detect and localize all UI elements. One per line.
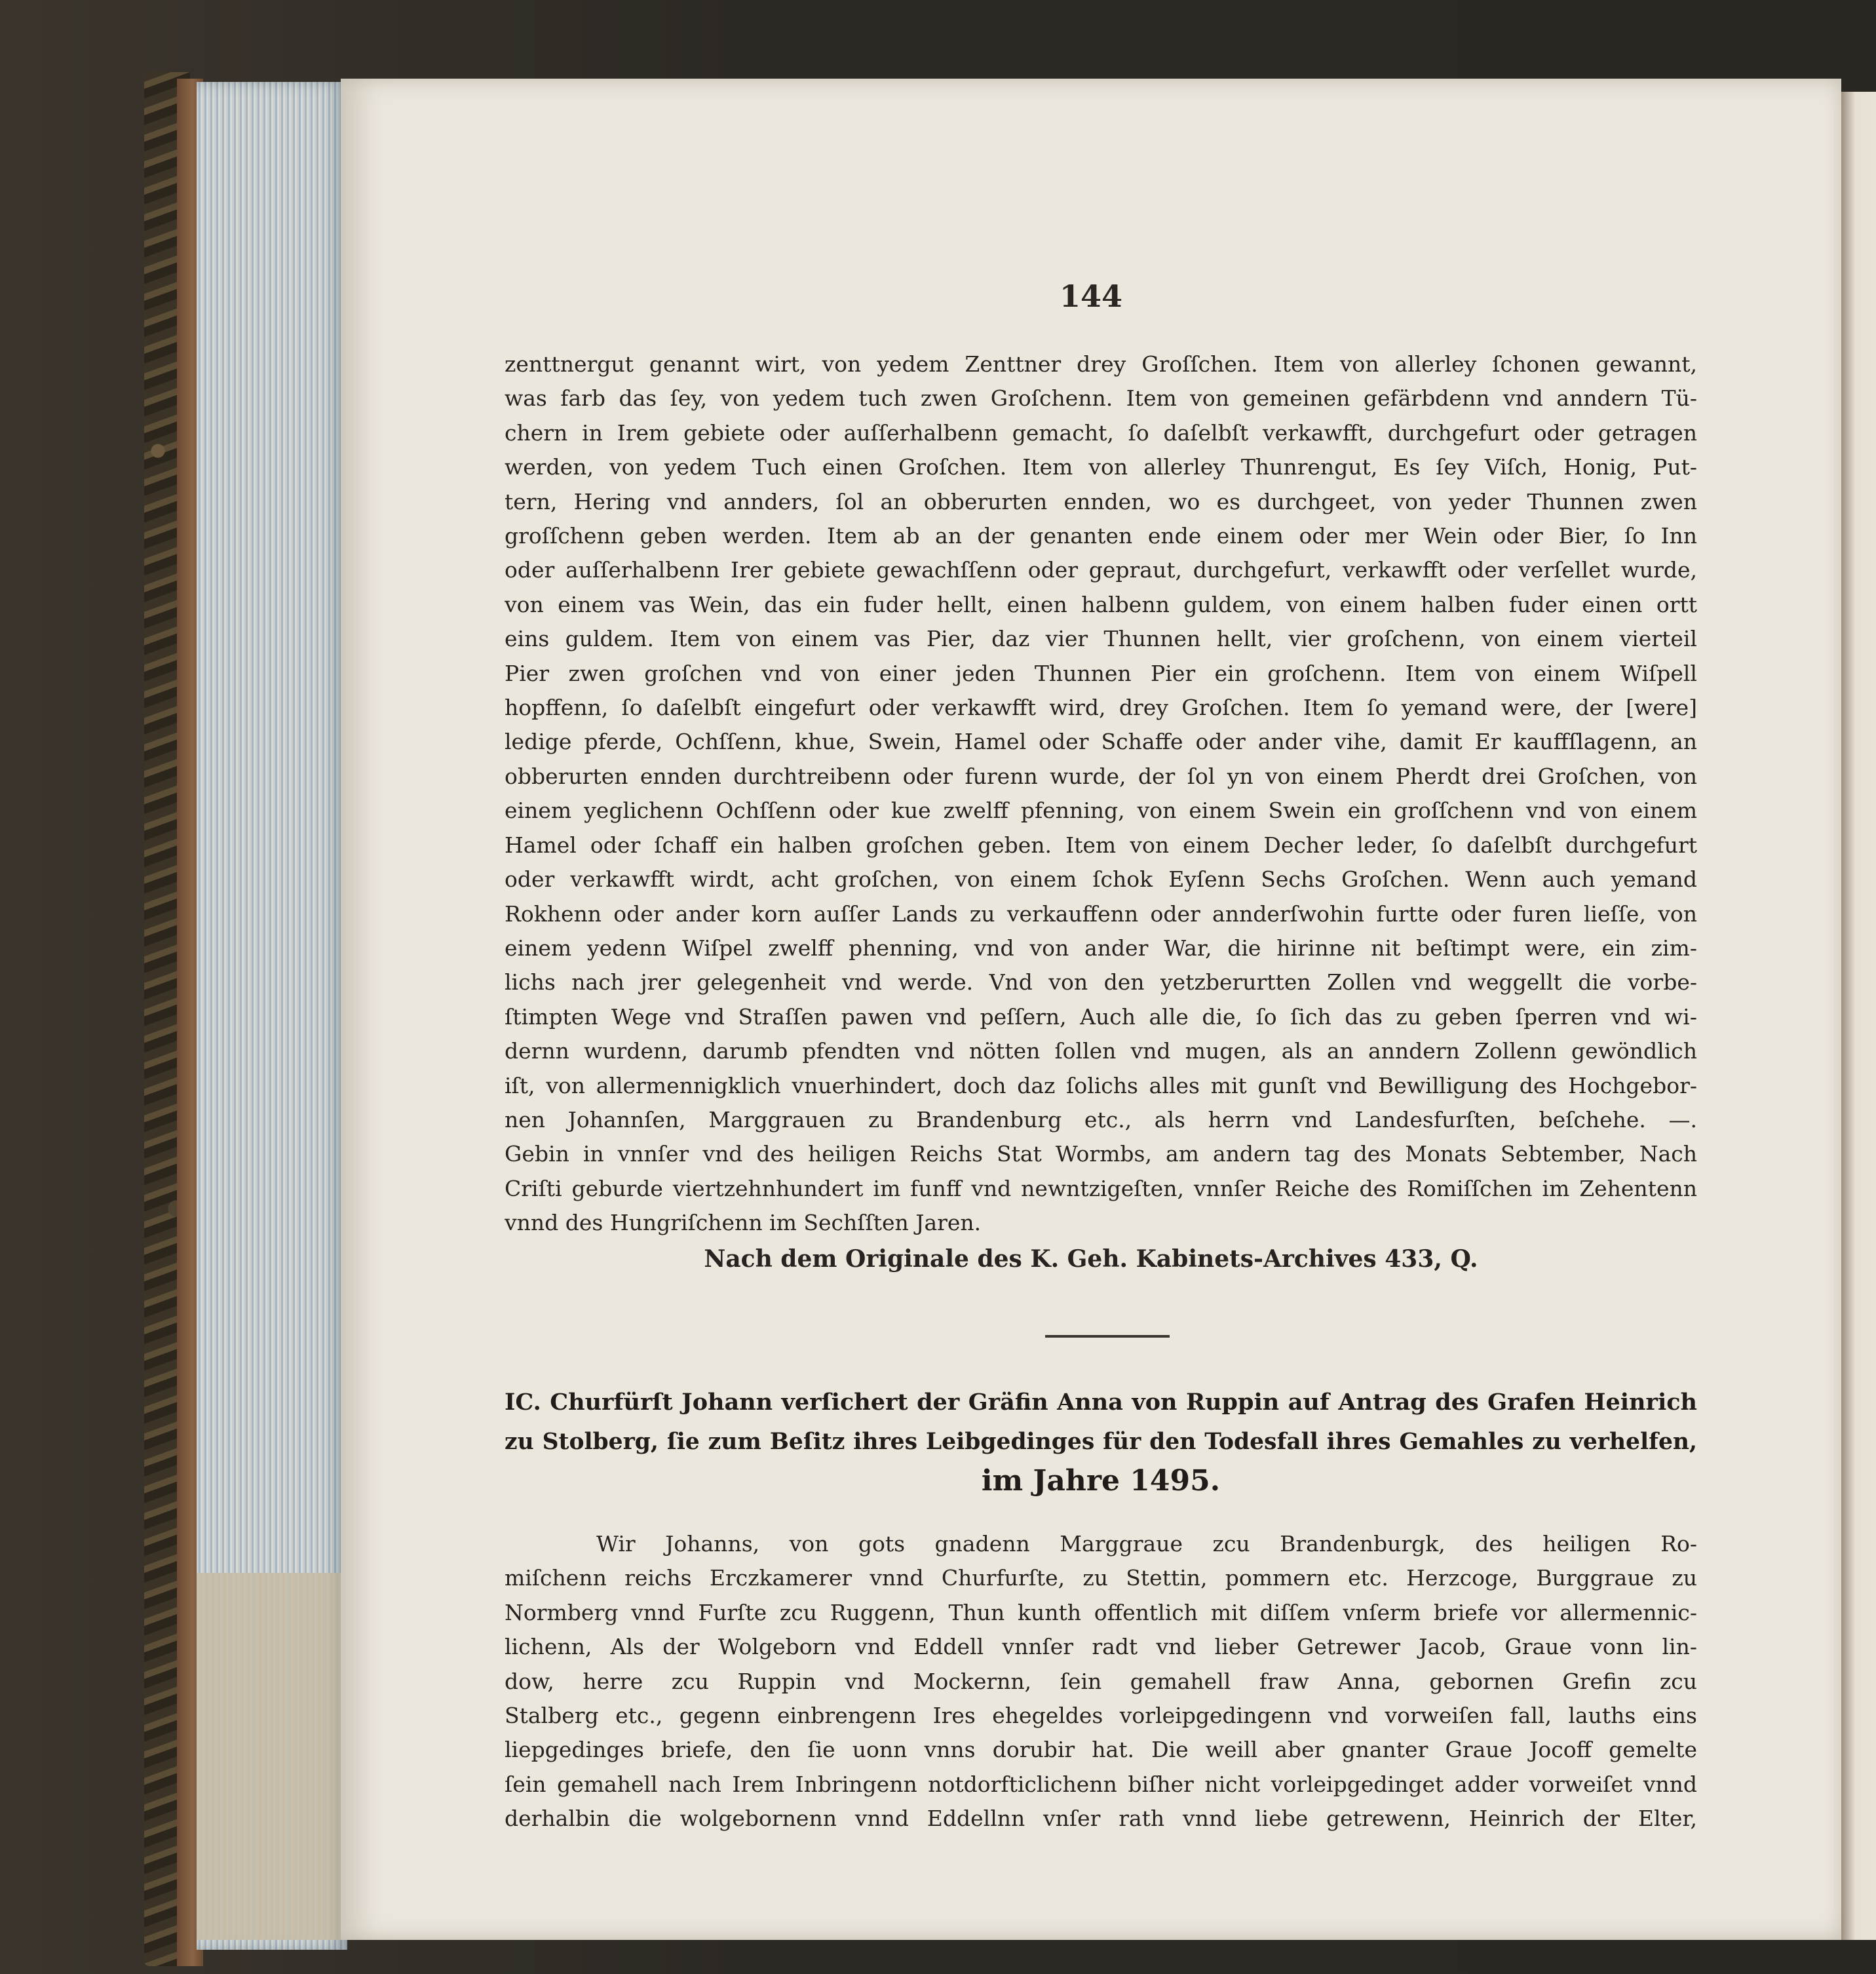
text-line: obberurten ennden durchtreibenn oder furenn wurde, der ſol yn von einem Pherdt drei Groſchen, von: [505, 763, 1697, 789]
text-line: iſt, von allermennigklich vnuerhindert, doch daz ſolichs alles mit gunſt vnd Bewilligung des Hochgebor-: [505, 1072, 1697, 1098]
text-line: liepgedinges briefe, den ſie uonn vnns dorubir hat. Die weill aber gnanter Graue Jocoff gemelte: [505, 1737, 1697, 1763]
facing-page-edge: [1841, 92, 1876, 1940]
heading-line: im Jahre 1495.: [981, 1464, 1221, 1498]
text-line: Criſti geburde viertzehnhundert im funff vnd newntzigeſten, vnnſer Reiche des Romiſſchen im Zehentenn: [505, 1175, 1697, 1201]
text-line: oder verkawfft wirdt, acht groſchen, von einem ſchok Eyſenn Sechs Groſchen. Wenn auch yemand: [505, 866, 1697, 893]
source-note: Nach dem Originale des K. Geh. Kabinets-Archives 433, Q.: [704, 1245, 1478, 1273]
page-number: 144: [1059, 279, 1123, 314]
text-line: hopffenn, ſo daſelbſt eingefurt oder verkawfft wird, drey Groſchen. Item ſo yemand were, der [were]: [505, 695, 1697, 721]
text-line: nen Johannſen, Marggrauen zu Brandenburg etc., als herrn vnd Landesfurſten, beſchehe. —.: [505, 1106, 1697, 1132]
text-line: miſchenn reichs Erczkamerer vnnd Churfurſte, zu Stettin, pommern etc. Herzcoge, Burggraue zu: [505, 1565, 1697, 1591]
text-line: derhalbin die wolgebornenn vnnd Eddellnn vnſer rath vnnd liebe getrewenn, Heinrich der Elter,: [505, 1806, 1697, 1832]
text-line: ſtimpten Wege vnd Straſſen pawen vnd peſſern, Auch alle die, ſo ſich das zu geben ſperren vnd wi-: [505, 1003, 1697, 1030]
text-line: tern, Hering vnd annders, ſol an obberurten ennden, wo es durchgeet, von yeder Thunnen zwen: [505, 488, 1697, 514]
text-line: Stalberg etc., gegenn einbrengenn Ires ehegeldes vorleipgedingenn vnd vorweiſen fall, lauths eins: [505, 1703, 1697, 1729]
text-line: einem yeglichenn Ochſſenn oder kue zwelff pfenning, von einem Swein ein groſſchenn vnd von einem: [505, 798, 1697, 824]
section-divider: [1045, 1335, 1170, 1338]
text-line: dernn wurdenn, darumb pfendten vnd nötten ſollen vnd mugen, als an anndern Zollenn gewöndlich: [505, 1038, 1697, 1064]
text-line: Hamel oder ſchaff ein halben groſchen geben. Item von einem Decher leder, ſo daſelbſt durchgefurt: [505, 832, 1697, 858]
text-line: dow, herre zcu Ruppin vnd Mockernn, ſein gemahell fraw Anna, gebornen Grefin zcu: [505, 1668, 1697, 1694]
book-page: [341, 79, 1841, 1940]
text-line: von einem vas Wein, das ein fuder hellt, einen halbenn guldem, von einem halben fuder einen ortt: [505, 591, 1697, 617]
text-line: lichenn, Als der Wolgeborn vnd Eddell vnnſer radt vnd lieber Getrewer Jacob, Graue vonn lin-: [505, 1634, 1697, 1660]
text-line: zenttnergut genannt wirt, von yedem Zenttner drey Groſſchen. Item von allerley ſchonen gewannt,: [505, 351, 1697, 377]
text-line: Wir Johanns, von gots gnadenn Marggraue zcu Brandenburgk, des heiligen Ro-: [596, 1531, 1697, 1557]
text-line: lichs nach jrer gelegenheit vnd werde. Vnd von den yetzberurtten Zollen vnd weggellt die vorbe-: [505, 969, 1697, 996]
text-line: chern in Irem gebiete oder auſſerhalbenn gemacht, ſo daſelbſt verkawfft, durchgefurt oder getragen: [505, 419, 1697, 446]
text-line: ledige pferde, Ochſſenn, khue, Swein, Hamel oder Schaffe oder ander vihe, damit Er kauffſlagenn, an: [505, 729, 1697, 755]
text-line: groſſchenn geben werden. Item ab an der genanten ende einem oder mer Wein oder Bier, ſo Inn: [505, 523, 1697, 549]
text-line: eins guldem. Item von einem vas Pier, daz vier Thunnen hellt, vier groſchenn, von einem vierteil: [505, 626, 1697, 652]
heading-line: IC. Churfürſt Johann verſichert der Gräfin Anna von Ruppin auf Antrag des Grafen Heinrich: [505, 1389, 1697, 1416]
text-line: werden, von yedem Tuch einen Groſchen. Item von allerley Thunrengut, Es ſey Viſch, Honig, Put-: [505, 454, 1697, 480]
text-line: vnnd des Hungriſchenn im Sechſſten Jaren.: [505, 1210, 982, 1236]
document-text-block-2: [505, 1527, 1697, 1836]
text-line: oder auſſerhalbenn Irer gebiete gewachſſenn oder gepraut, durchgefurt, verkawfft oder verſellet wurde,: [505, 557, 1697, 583]
section-heading: [505, 1383, 1697, 1501]
text-line: Rokhenn oder ander korn auſſer Lands zu verkauffenn oder annderſwohin furtte oder furen lieſſe, von: [505, 900, 1697, 927]
heading-line: zu Stolberg, ſie zum Beſitz ihres Leibgedinges für den Todesfall ihres Gemahles zu verhelfen,: [505, 1429, 1697, 1455]
text-line: Normberg vnnd Furſte zcu Ruggenn, Thun kunth offentlich mit diſſem vnſerm briefe vor allermennic-: [505, 1599, 1697, 1625]
page-stack-lower-edge: [197, 1573, 347, 1940]
text-line: Pier zwen groſchen vnd von einer jeden Thunnen Pier ein groſchenn. Item von einem Wiſpell: [505, 660, 1697, 686]
text-line: Gebin in vnnſer vnd des heiligen Reichs Stat Wormbs, am andern tag des Monats Sebtember, Nach: [505, 1141, 1697, 1167]
text-line: einem yedenn Wiſpel zwelff phenning, vnd von ander War, die hirinne nit beſtimpt were, ein zim-: [505, 935, 1697, 961]
text-line: ſein gemahell nach Irem Inbringenn notdorfticlichenn biſher nicht vorleipgedinget adder vorweiſet vnnd: [505, 1771, 1697, 1797]
text-line: was farb das ſey, von yedem tuch zwen Groſchenn. Item von gemeinen gefärbdenn vnd anndern Tü-: [505, 385, 1697, 412]
document-text-block-1: [505, 347, 1697, 1241]
